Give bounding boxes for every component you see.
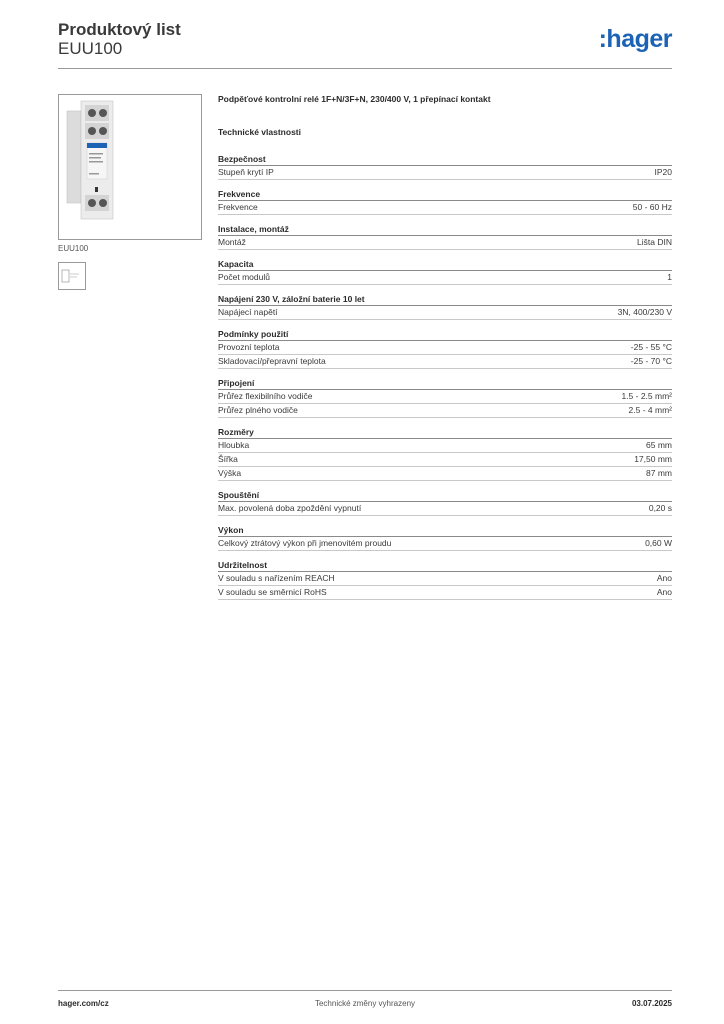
section-title: Napájení 230 V, záložní baterie 10 let [218,293,672,306]
spec-label: Průřez flexibilního vodiče [218,391,313,401]
section-title: Podmínky použití [218,328,672,341]
spec-section [218,426,672,481]
spec-label: Průřez plného vodiče [218,405,298,415]
section-title: Frekvence [218,188,672,201]
spec-section [218,328,672,369]
spec-row [218,390,672,404]
product-description: Podpěťové kontrolní relé 1F+N/3F+N, 230/400 V, 1 přepínací kontakt [218,94,491,104]
spec-value: Ano [656,587,672,597]
spec-row [218,306,672,320]
spec-label: V souladu se směrnicí RoHS [218,587,327,597]
spec-row [218,453,672,467]
spec-section [218,188,672,215]
spec-value: Lišta DIN [637,237,672,247]
spec-value: Ano [656,573,672,583]
spec-value: 2.5 - 4 mm² [628,405,672,415]
product-code: EUU100 [58,39,123,58]
spec-row [218,404,672,418]
spec-label: Provozní teplota [218,342,280,352]
section-title: Připojení [218,377,672,390]
spec-row [218,166,672,180]
spec-section [218,377,672,418]
spec-section [218,489,672,516]
spec-row [218,201,672,215]
relay-device-illustration [59,95,201,239]
spec-value: 0,20 s [648,503,672,513]
hager-logo: :hager [598,25,672,53]
image-caption: EUU100 [58,244,89,253]
spec-label: Šířka [218,454,238,464]
spec-value: 17,50 mm [634,454,672,464]
technical-properties-heading: Technické vlastnosti [218,127,301,137]
spec-label: Počet modulů [218,272,270,282]
spec-label: Výška [218,468,242,478]
spec-row [218,236,672,250]
spec-label: Max. povolená doba zpoždění vypnutí [218,503,362,513]
drawing-icon [59,263,85,289]
spec-value: -25 - 70 °C [630,356,672,366]
spec-row [218,341,672,355]
spec-section [218,223,672,250]
spec-value: 1.5 - 2.5 mm² [621,391,672,401]
section-title: Instalace, montáž [218,223,672,236]
spec-label: Celkový ztrátový výkon při jmenovitém proudu [218,538,392,548]
spec-label: Montáž [218,237,246,247]
footer-date: 03.07.2025 [631,999,672,1008]
document-title: Produktový list [58,20,181,39]
spec-section [218,559,672,600]
section-title: Výkon [218,524,672,537]
section-title: Bezpečnost [218,153,672,166]
spec-row [218,355,672,369]
section-title: Udržitelnost [218,559,672,572]
spec-row [218,467,672,481]
spec-value: 87 mm [646,468,672,478]
spec-label: Skladovací/přepravní teplota [218,356,326,366]
spec-label: Stupeň krytí IP [218,167,274,177]
footer-website[interactable]: hager.com/cz [58,999,109,1008]
spec-label: V souladu s nařízením REACH [218,573,335,583]
spec-value: 1 [667,272,672,282]
page-footer [58,990,672,1012]
spec-value: IP20 [654,167,672,177]
section-title: Kapacita [218,258,672,271]
spec-value: 0,60 W [645,538,672,548]
spec-section [218,153,672,180]
spec-row [218,572,672,586]
spec-section [218,258,672,285]
spec-section [218,524,672,551]
spec-value: -25 - 55 °C [630,342,672,352]
dimension-drawing-thumbnail[interactable] [58,262,86,290]
page-header [58,20,672,69]
product-image [58,94,202,240]
spec-row [218,537,672,551]
spec-sections [218,153,672,600]
spec-label: Hloubka [218,440,250,450]
spec-section [218,293,672,320]
spec-value: 3N, 400/230 V [617,307,672,317]
spec-label: Frekvence [218,202,258,212]
footer-disclaimer: Technické změny vyhrazeny [314,999,416,1008]
section-title: Spouštění [218,489,672,502]
spec-value: 65 mm [646,440,672,450]
spec-row [218,439,672,453]
section-title: Rozměry [218,426,672,439]
product-specifications [218,94,672,608]
spec-label: Napájecí napětí [218,307,278,317]
spec-row [218,271,672,285]
spec-row [218,502,672,516]
spec-row [218,586,672,600]
spec-value: 50 - 60 Hz [632,202,672,212]
